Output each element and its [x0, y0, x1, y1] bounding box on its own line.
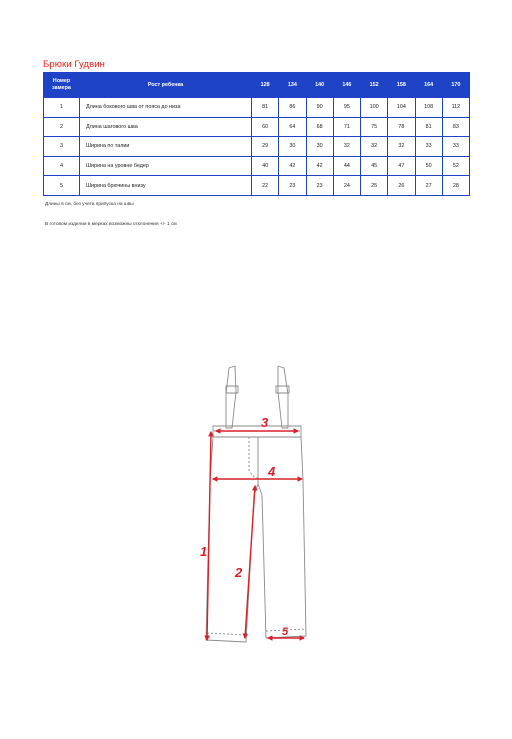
table-cell: 29 [252, 137, 279, 157]
left-hem [207, 633, 246, 635]
right-strap [278, 366, 288, 428]
table-cell: 45 [361, 156, 388, 176]
table-cell: 44 [333, 156, 360, 176]
fly-line [249, 437, 258, 478]
table-cell: 108 [415, 98, 442, 118]
table-cell: 52 [442, 156, 469, 176]
row-number: 2 [44, 117, 80, 137]
measure-line-2 [245, 486, 255, 638]
marker-label-3: 3 [261, 415, 269, 430]
table-cell: 26 [388, 176, 415, 196]
column-header-size: 152 [361, 73, 388, 98]
note-tolerance: В готовом изделии в мерках возможны отклонения +/- 1 см [45, 222, 177, 227]
row-number: 1 [44, 98, 80, 118]
table-cell: 32 [388, 137, 415, 157]
row-name: Ширина по талии [80, 137, 252, 157]
overalls-outline [206, 366, 306, 642]
row-name: Ширина на уровне бедер [80, 156, 252, 176]
column-header-size: 158 [388, 73, 415, 98]
table-cell: 60 [252, 117, 279, 137]
row-name: Длина шагового шва [80, 117, 252, 137]
table-cell: 23 [279, 176, 306, 196]
table-cell: 64 [279, 117, 306, 137]
table-cell: 40 [252, 156, 279, 176]
column-header-number-line2: замера [52, 85, 71, 91]
table-cell: 22 [252, 176, 279, 196]
table-cell: 75 [361, 117, 388, 137]
table-cell: 32 [361, 137, 388, 157]
table-cell: 78 [388, 117, 415, 137]
table-cell: 33 [442, 137, 469, 157]
table-cell: 32 [333, 137, 360, 157]
table-cell: 42 [306, 156, 333, 176]
column-header-size: 170 [442, 73, 469, 98]
table-cell: 28 [442, 176, 469, 196]
measurement-markers [200, 415, 289, 638]
column-header-size: 128 [252, 73, 279, 98]
marker-label-1: 1 [200, 544, 208, 559]
measurement-lines [207, 431, 304, 640]
table-cell: 30 [279, 137, 306, 157]
table-cell: 104 [388, 98, 415, 118]
table-cell: 50 [415, 156, 442, 176]
column-header-name: Рост ребенка [80, 73, 252, 98]
column-header-size: 140 [306, 73, 333, 98]
table-cell: 27 [415, 176, 442, 196]
table-cell: 86 [279, 98, 306, 118]
table-cell: 33 [415, 137, 442, 157]
table-cell: 100 [361, 98, 388, 118]
column-header-number-line1: Номер [52, 78, 71, 84]
table-cell: 95 [333, 98, 360, 118]
marker-label-2: 2 [235, 565, 243, 580]
row-name: Длина бокового шва от пояса до низа [80, 98, 252, 118]
table-cell: 81 [415, 117, 442, 137]
measure-line-1 [207, 432, 211, 640]
table-cell: 42 [279, 156, 306, 176]
table-cell: 25 [361, 176, 388, 196]
table-cell: 30 [306, 137, 333, 157]
marker-label-4: 4 [268, 464, 276, 479]
column-header-size: 134 [279, 73, 306, 98]
table-cell: 90 [306, 98, 333, 118]
table-cell: 24 [333, 176, 360, 196]
column-header-size: 146 [333, 73, 360, 98]
table-cell: 23 [306, 176, 333, 196]
row-number: 5 [44, 176, 80, 196]
row-name: Ширина брючины внизу [80, 176, 252, 196]
note-units: Длины в см, без учета припуска на швы [45, 202, 134, 207]
table-cell: 68 [306, 117, 333, 137]
trousers-outline [206, 437, 306, 642]
product-title: Брюки Гудвин [43, 59, 106, 70]
column-header-size: 164 [415, 73, 442, 98]
marker-label-5: 5 [282, 626, 289, 638]
row-number: 4 [44, 156, 80, 176]
table-cell: 83 [442, 117, 469, 137]
table-cell: 81 [252, 98, 279, 118]
table-cell: 112 [442, 98, 469, 118]
left-strap [226, 366, 236, 428]
table-cell: 71 [333, 117, 360, 137]
row-number: 3 [44, 137, 80, 157]
table-cell: 47 [388, 156, 415, 176]
